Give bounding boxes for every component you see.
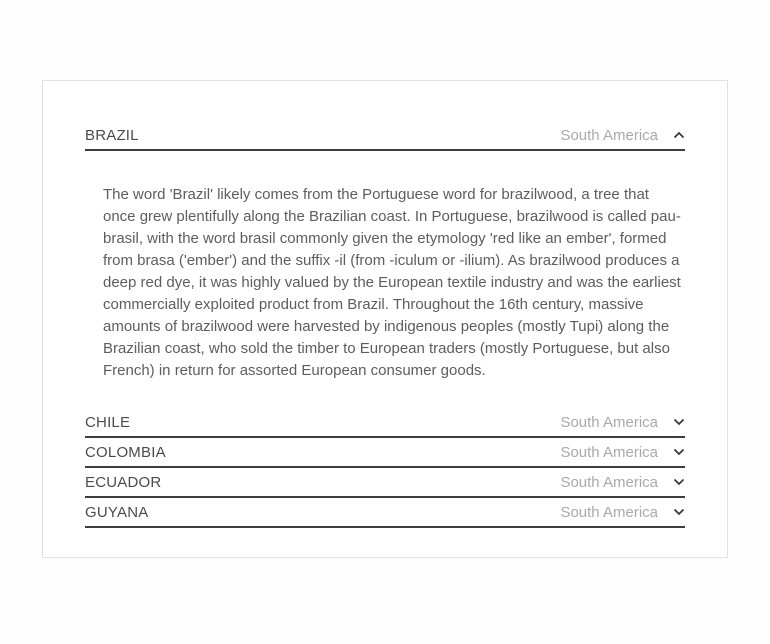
country-label-colombia: COLOMBIA bbox=[85, 443, 166, 461]
accordion-item-ecuador bbox=[85, 468, 685, 498]
region-label-colombia: South America bbox=[560, 443, 658, 461]
country-accordion bbox=[85, 121, 685, 528]
accordion-header-colombia[interactable] bbox=[85, 438, 685, 468]
header-meta bbox=[560, 127, 685, 144]
accordion-card bbox=[42, 80, 728, 558]
chevron-down-icon bbox=[673, 478, 685, 486]
chevron-down-icon bbox=[673, 508, 685, 516]
chevron-up-icon bbox=[673, 131, 685, 139]
country-label-brazil: BRAZIL bbox=[85, 126, 139, 144]
country-label-guyana: GUYANA bbox=[85, 503, 149, 521]
header-meta bbox=[560, 414, 685, 431]
accordion-item-chile bbox=[85, 408, 685, 438]
header-meta bbox=[560, 474, 685, 491]
region-label-guyana: South America bbox=[560, 503, 658, 521]
region-label-ecuador: South America bbox=[560, 473, 658, 491]
accordion-item-colombia bbox=[85, 438, 685, 468]
chevron-down-icon bbox=[673, 418, 685, 426]
header-meta bbox=[560, 504, 685, 521]
region-label-chile: South America bbox=[560, 413, 658, 431]
accordion-item-guyana bbox=[85, 498, 685, 528]
header-meta bbox=[560, 444, 685, 461]
accordion-header-guyana[interactable] bbox=[85, 498, 685, 528]
country-description-brazil: The word 'Brazil' likely comes from the Portuguese word for brazilwood, a tree that once grew plentifully along the Brazilian coast. In Portuguese, brazilwood is called pau-brasil, with the word brasil commonly given the etymology 'red like an ember', formed from brasa ('ember') and the suffix -il (from -iculum or -ilium). As brazilwood produces a deep red dye, it was highly valued by the European textile industry and was the earliest commercially exploited product from Brazil. Throughout the 16th century, massive amounts of brazilwood were harvested by indigenous peoples (mostly Tupi) along the Brazilian coast, who sold the timber to European traders (mostly Portuguese, but also French) in return for assorted European consumer goods. bbox=[103, 186, 681, 379]
country-label-chile: CHILE bbox=[85, 413, 131, 431]
accordion-panel-brazil bbox=[85, 151, 685, 408]
accordion-item-brazil bbox=[85, 121, 685, 408]
region-label-brazil: South America bbox=[560, 126, 658, 144]
accordion-header-chile[interactable] bbox=[85, 408, 685, 438]
country-label-ecuador: ECUADOR bbox=[85, 473, 162, 491]
accordion-header-ecuador[interactable] bbox=[85, 468, 685, 498]
accordion-header-brazil[interactable] bbox=[85, 121, 685, 151]
chevron-down-icon bbox=[673, 448, 685, 456]
